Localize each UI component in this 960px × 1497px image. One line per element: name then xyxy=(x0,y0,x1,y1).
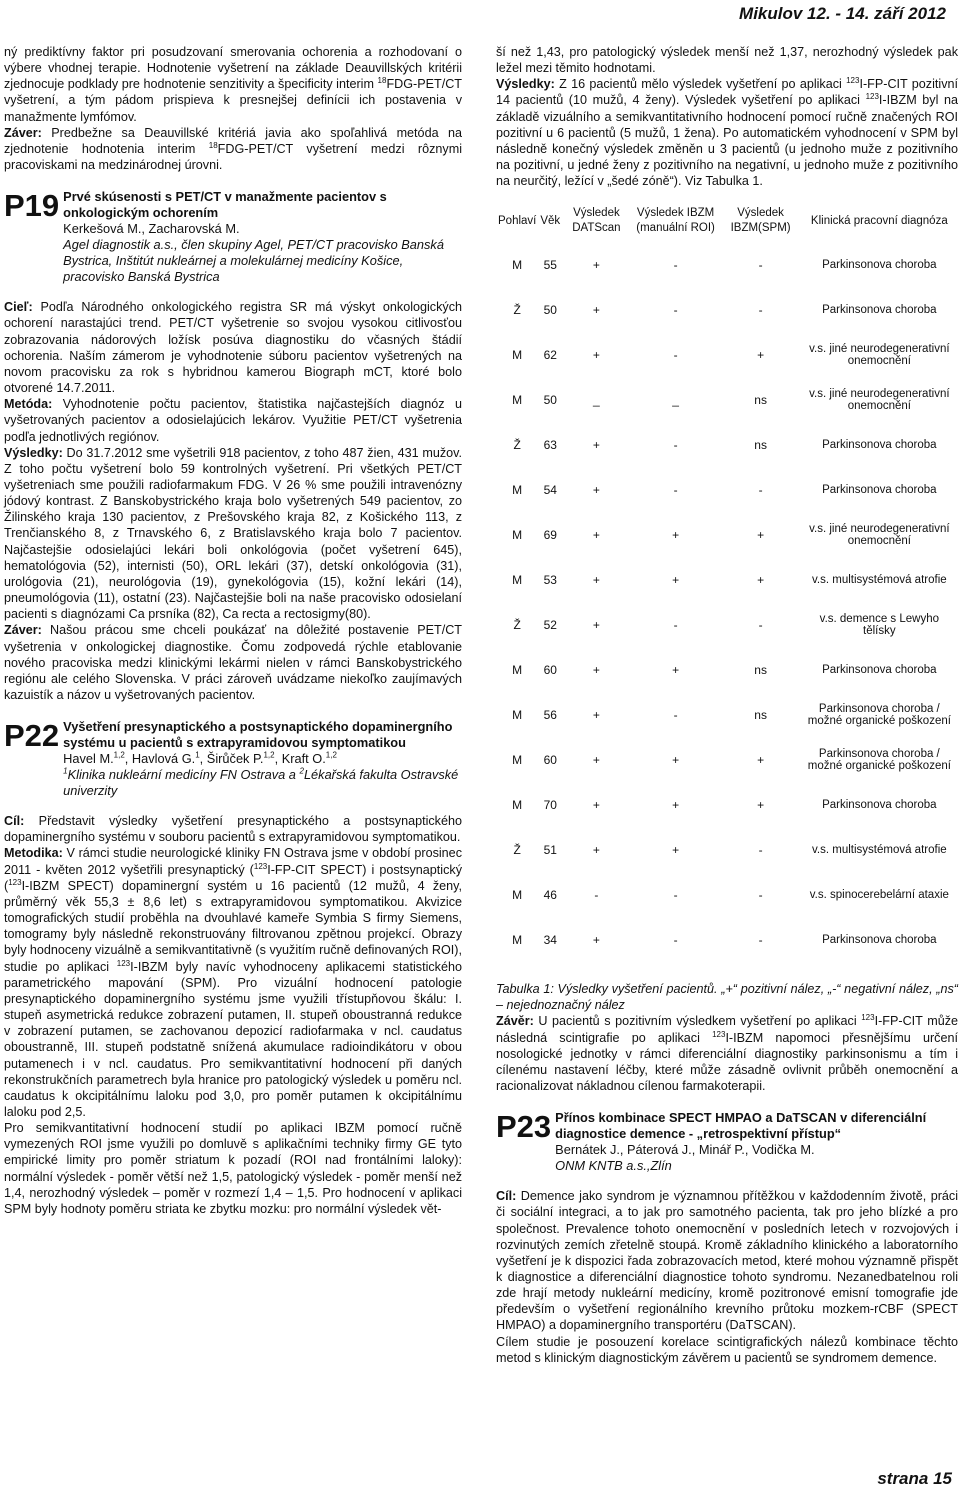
section-number: P23 xyxy=(496,1109,552,1145)
table-row xyxy=(496,558,958,603)
table-cell: _ xyxy=(672,393,679,408)
zaver-paragraph: Záver: Predbežne sa Deauvillské kritériá javia ako spoľahlivá metóda na zjednotenie hodnotenia interim $^{18}$FDG-PET/CT vyšetrení medzi rôznymi pracoviskami na medzinárodnej úrovni. xyxy=(4,125,462,173)
table-cell: - xyxy=(673,933,678,948)
table-cell: ns xyxy=(754,663,767,678)
column-header: Pohlaví xyxy=(498,214,537,227)
table-row xyxy=(496,918,958,963)
table-cell: Parkinsonova choroba xyxy=(822,799,937,812)
table-cell: + xyxy=(672,528,680,543)
table-cell: 46 xyxy=(543,888,557,903)
table-cell: + xyxy=(592,753,600,768)
semi-paragraph: Pro semikvantitativní hodnocení studií po aplikaci IBZM pomocí ručně vymezených ROI jsme využili po domluvě s aplikačními techniky firmy GE tyto empirické limity pro poměr striatum k pozadí (ROI nad frontálními laloky): normální výsledek - poměr větší než 1,5, patologický výsledek - poměr menší než 1,4, nerozhodný výsledek – poměr v rozmezí 1,4 – 1,5. Pro hodnocení v aplikaci SPM byly hodnoty poměru striata ke zbytku mozku: pro normální výsledek vět- xyxy=(4,1121,462,1216)
intro-paragraph: ný prediktívny faktor pri posudzovaní smerovania ochorenia a rozhodovaní o výbere vhodnej terapie. Hodnotenie vyšetrení na základe Deauvillských kritérii zjednocuje podklady pre hodnotenie senzitivity a špecificity interim $^{18}$FDG-PET/CT vyšetrení, a tým pádom prispieva k presnejšej definícii ich postavenia v manažmente lymfómov. xyxy=(4,45,462,124)
table-cell: Parkinsonova choroba xyxy=(822,664,937,677)
table-cell: ns xyxy=(754,393,767,408)
column-header: Klinická pracovní diagnóza xyxy=(810,214,948,227)
table-cell: + xyxy=(672,753,680,768)
table-cell: Ž xyxy=(513,303,521,318)
table-cell: + xyxy=(592,483,600,498)
table-cell: 51 xyxy=(543,843,557,858)
table-row xyxy=(496,783,958,828)
table-cell: + xyxy=(592,528,600,543)
table-cell: M xyxy=(512,528,523,543)
table-cell: + xyxy=(592,438,600,453)
section-number: P19 xyxy=(4,188,60,224)
left-column xyxy=(4,44,462,1217)
table-cell: 50 xyxy=(543,393,557,408)
table-row xyxy=(496,738,958,783)
table-cell: - xyxy=(758,258,763,273)
table-cell: 60 xyxy=(543,663,557,678)
table-cell: + xyxy=(672,573,680,588)
table-cell: - xyxy=(673,303,678,318)
table-cell: 34 xyxy=(543,933,557,948)
table-cell: M xyxy=(512,798,523,813)
column-header: Věk xyxy=(540,214,561,227)
table-cell: ns xyxy=(754,708,767,723)
table-cell: Parkinsonova choroba xyxy=(822,934,937,947)
section-authors: Bernátek J., Páterová J., Minář P., Vodička M. xyxy=(555,1142,815,1158)
table-cell: M xyxy=(512,483,523,498)
table-cell: 60 xyxy=(543,753,557,768)
table-cell: - xyxy=(673,888,678,903)
table-caption: Tabulka 1: Výsledky vyšetření pacientů. „+“ pozitivní nález, „-“ negativní nález, „ns“ – nejednoznačný nález xyxy=(496,982,958,1013)
table-row xyxy=(496,333,958,378)
table-cell: + xyxy=(757,528,765,543)
table-cell: - xyxy=(673,348,678,363)
cil2-paragraph: Cílem studie je posouzení korelace scintigrafických nálezů kombinace těchto metod s klinickým diagnostickým závěrem u pacientů se syndromem demence. xyxy=(496,1334,958,1365)
table-cell: M xyxy=(512,663,523,678)
metodika-paragraph: Metodika: V rámci studie neurologické kliniky FN Ostrava jsme v období prosinec 2011 - květen 2012 vyšetřili presynaptický ($^{123}$I-FP-CIT SPECT) i postsynaptický ($^{123}$I-IBZM SPECT) dopaminergní systém u 16 pacientů (12 mužů, 4 ženy, průměrný věk 55,3 ± 8,6 let) s extrapyramidovou symptomatikou. Akvizice tomografických studií proběhla na dvouhlavé kameře Symbia S firmy Siemens, tomogramy byly následně rekonstruovány filtrovanou zpětnou projekcí. Obrazy byly hodnoceny vizuálně a semikvantitativně (s využitím ručně definovaných ROI), studie po aplikaci $^{123}$I-IBZM byly navíc vyhodnoceny aplikacemi statistického parametrického mapování (SPM). Pro vizuální hodnocení patologie presynaptického dopaminergního systému jsme využili třístupňovou škálu: I. stupeň asymetrická redukce zobrazení putamen, II. stupeň oboustranná redukce v zobrazení putamen, se zachovanou depozicí radiofarmaka v ncl. caudatus oboustranně, III. stupeň podstatně snížená akumulace radioindikátoru v obou putamenech i v ncl. caudatus. Pro semikvantitativní hodnocení při daných rekonstrukčních parametrech byla hranice pro patologický výsledek u poměru ncl. caudatus k okcipitálnímu laloku pod 3,0, pro poměr putamen k okcipitálnímu laloku pod 2,5. xyxy=(4,846,462,1119)
header-title: Mikulov 12. - 14. září 2012 xyxy=(739,4,946,23)
section-title: Prvé skúsenosti s PET/CT v manažmente pacientov s onkologickým ochorením xyxy=(63,189,387,221)
table-cell: Ž xyxy=(513,438,521,453)
table-cell: M xyxy=(512,573,523,588)
table-cell: + xyxy=(592,618,600,633)
column-header: Výsledek IBZM(SPM) xyxy=(730,207,791,235)
table-cell: + xyxy=(757,798,765,813)
table-cell: 70 xyxy=(543,798,557,813)
table-row xyxy=(496,378,958,423)
section-p22 xyxy=(4,719,462,799)
table-cell: - xyxy=(758,483,763,498)
table-cell: - xyxy=(594,888,599,903)
table-cell: v.s. spinocerebelární ataxie xyxy=(809,889,949,902)
table-row xyxy=(496,693,958,738)
vysledky-paragraph: Výsledky: Z 16 pacientů mělo výsledek vyšetření po aplikaci $^{123}$I-FP-CIT pozitivní 14 pacientů (10 mužů, 4 ženy). Výsledek vyšetření po aplikaci $^{123}$I-IBZM byl na základě vizuálního a semikvantitativního hodnocení pomocí ručně značených ROI pozitivní u 6 pacientů (5 mužů, 1 žena). Po automatickém vyhodnocení v SPM byl následně konečný výsledek změněn u 3 pacientů (u jednoho muže z pozitivního na pozitivní, u jedné ženy z pozitivního na negativní, u jednoho muže z pozitivního na neurčitý, ležící v „šedé zóně“). Viz Tabulka 1. xyxy=(496,76,958,189)
table-cell: + xyxy=(592,348,600,363)
table-row xyxy=(496,513,958,558)
table-row xyxy=(496,423,958,468)
column-header: Výsledek IBZM (manuální ROI) xyxy=(636,207,715,235)
section-affiliation: Agel diagnostik a.s., člen skupiny Agel, PET/CT pracovisko Banská Bystrica, Inštitút nukleárnej a molekulárnej medicíny Košice, pracovisko Banská Bystrica xyxy=(63,237,444,285)
table-cell: M xyxy=(512,393,523,408)
table-cell: + xyxy=(592,303,600,318)
table-cell: 53 xyxy=(543,573,557,588)
section-affiliation: ONM KNTB a.s.,Zlín xyxy=(555,1158,672,1174)
table-cell: + xyxy=(757,573,765,588)
table-cell: v.s. jiné neurodegenerativní onemocnění xyxy=(809,343,950,367)
table-cell: 56 xyxy=(543,708,557,723)
table-cell: + xyxy=(757,348,765,363)
table-cell: + xyxy=(592,573,600,588)
table-cell: - xyxy=(673,618,678,633)
column-header: Výsledek DATScan xyxy=(572,207,621,235)
section-affiliation: $^1$Klinika nukleární medicíny FN Ostrava a $^2$Lékařská fakulta Ostravské univerzity xyxy=(63,766,459,799)
table-cell: Ž xyxy=(513,843,521,858)
table-cell: M xyxy=(512,708,523,723)
table-row xyxy=(496,603,958,648)
table-cell: - xyxy=(758,888,763,903)
table-cell: v.s. multisystémová atrofie xyxy=(812,574,947,587)
section-authors: Havel M.$^{1,2}$, Havlová G.$^1$, Širůček P.$^{1,2}$, Kraft O.$^{1,2}$ xyxy=(63,750,337,767)
table-cell: - xyxy=(758,618,763,633)
table-cell: 52 xyxy=(543,618,557,633)
table-cell: M xyxy=(512,888,523,903)
table-cell: + xyxy=(592,933,600,948)
continued-paragraph: ší než 1,43, pro patologický výsledek menší než 1,37, nerozhodný výsledek pak ležel mezi těmito hodnotami. xyxy=(496,45,958,76)
table-cell: + xyxy=(592,663,600,678)
section-title: Vyšetření presynaptického a postsynaptického dopaminergního systému u pacientů s extrapyramidovou symptomatikou xyxy=(63,719,453,751)
table-cell: + xyxy=(757,753,765,768)
table-cell: + xyxy=(592,258,600,273)
table-cell: - xyxy=(673,708,678,723)
table-cell: Ž xyxy=(513,618,521,633)
table-cell: 62 xyxy=(543,348,557,363)
table-cell: - xyxy=(758,303,763,318)
cil-paragraph: Cíl: Demence jako syndrom je významnou přítěžkou v každodenním životě, práci či sociální integraci, a to jak pro samotného pacienta, tak pro jeho blízké a pro společnost. Prevalence tohoto onemocnění v posledních letech v rozvojových i rozvinutých zemích zřetelně stoupá. Kromě základního klinického a laboratorního vyšetření je k dispozici řada zobrazovacích metod, které mohou významně přispět k diagnostice a diferenciální diagnostice tohoto syndromu. Nezanedbatelnou roli zde hrají metody nukleární medicíny, kromě pozitronové emisní tomografie jde především o vyšetření regionálního krevního průtoku mozkem-rCBF (SPECT HMPAO) a dopaminergního transportéru (DaTSCAN). xyxy=(496,1189,958,1333)
table-cell: 69 xyxy=(543,528,557,543)
table-cell: ns xyxy=(754,438,767,453)
table-cell: + xyxy=(672,798,680,813)
zaver2-paragraph: Záver: Našou prácou sme chceli poukázať na dôležité postavenie PET/CT vyšetrenia v onkologickej diagnostike. Čomu zodpovedá rýchle etablovanie nového pracoviska medzi klinickými lekármi nielen v rámci Banskobystrického regiónu ale celého Slovenska. V práci zároveň uvádzame niekoľko zaujímavých kazuistík a názov u vyšetrovaných pacientov. xyxy=(4,623,462,702)
table-cell: Parkinsonova choroba xyxy=(822,259,937,272)
table-row xyxy=(496,828,958,873)
table-cell: + xyxy=(592,843,600,858)
table-cell: M xyxy=(512,753,523,768)
table-row xyxy=(496,648,958,693)
table-row xyxy=(496,873,958,918)
table-cell: M xyxy=(512,258,523,273)
section-p23 xyxy=(496,1110,958,1174)
table-cell: + xyxy=(672,843,680,858)
table-row xyxy=(496,288,958,333)
table-cell: + xyxy=(592,798,600,813)
table-cell: - xyxy=(673,258,678,273)
metoda-paragraph: Metóda: Vyhodnotenie počtu pacientov, štatistika najčastejších diagnóz u vyšetrovaných pacientov a odosielajúcich lekárov. Využitie PET/CT vyšetrenia podľa jednotlivých regiónov. xyxy=(4,397,462,444)
table-cell: Parkinsonova choroba xyxy=(822,439,937,452)
page-number: strana 15 xyxy=(877,1469,952,1488)
section-title: Přínos kombinace SPECT HMPAO a DaTSCAN v diferenciální diagnostice demence - „retrospektivní přístup“ xyxy=(555,1110,927,1142)
table-cell: - xyxy=(673,438,678,453)
section-authors: Kerkešová M., Zacharovská M. xyxy=(63,221,240,237)
table-cell: Parkinsonova choroba / možné organické poškození xyxy=(807,748,951,772)
table-cell: _ xyxy=(593,393,600,408)
table-cell: Parkinsonova choroba xyxy=(822,484,937,497)
ciel-paragraph: Cieľ: Podľa Národného onkologického registra SR má výskyt onkologických ochorení narastajúci trend. PET/CT vyšetrenie so svojou vysokou citlivosťou zobrazovania nádorových ložísk posúva diagnostiku do včasných štádií ochorenia. Naším zámerom je vyhodnotenie súboru pacientov vyšetrených na novom pracovisku za rok s hybridnou kamerou Biograph mCT, ktoré bolo otvorené 14.7.2011. xyxy=(4,300,462,396)
table-cell: v.s. jiné neurodegenerativní onemocnění xyxy=(809,523,950,547)
table-cell: - xyxy=(758,933,763,948)
table-row xyxy=(496,468,958,513)
table-cell: v.s. jiné neurodegenerativní onemocnění xyxy=(809,388,950,412)
table-header-row xyxy=(496,199,958,243)
table-cell: v.s. demence s Lewyho tělísky xyxy=(819,613,939,637)
table-cell: 63 xyxy=(543,438,557,453)
cil-paragraph: Cíl: Představit výsledky vyšetření presynaptického a postsynaptického dopaminergního systému v souboru pacientů s extrapyramidovou symptomatikou. xyxy=(4,814,462,845)
table-cell: Parkinsonova choroba / možné organické poškození xyxy=(807,703,951,727)
table-cell: 54 xyxy=(543,483,557,498)
table-cell: + xyxy=(592,708,600,723)
section-p19 xyxy=(4,189,462,285)
section-number: P22 xyxy=(4,718,60,754)
right-column xyxy=(496,44,958,1366)
vysledky-paragraph: Výsledky: Do 31.7.2012 sme vyšetrili 918 pacientov, z toho 487 žien, 431 mužov. Z toho počtu vyšetrení bolo 59 kontrolných vyšetrení. Pri všetkých PET/CT vyšetreniach sme použili radiofarmakum FDG. V 26 % sme použili intravenózny jódový kontrast. Z Banskobystrického kraja bolo vyšetrených 549 pacientov, zo Žilinského kraja 130 pacientov, z Prešovského kraja 82, z Košického 113, z Trenčianského 8, z Trnavského 6, z Bratislavského kraja bolo 7 pacientov. Najčastejšie odosielajúci lekári boli onkológovia (počet vyšetrení 645), hematológovia (52), internisti (50), ORL lekári (37), detskí onkológovia (31), urológovia (21), neurológovia (19), gynekológovia (15), kožní lekári (14), pneumológovia (11), ostatní (23). Najčastejšie boli na naše pracovisko odosielaní pacienti s diagnózami Ca prsníka (82), Ca recta a rectosigmy(80). xyxy=(4,445,462,622)
table-cell: - xyxy=(673,483,678,498)
table-row xyxy=(496,243,958,288)
results-table xyxy=(496,199,958,963)
table-cell: M xyxy=(512,933,523,948)
table-cell: + xyxy=(672,663,680,678)
table-cell: 55 xyxy=(543,258,557,273)
table-cell: M xyxy=(512,348,523,363)
zaver-paragraph: Závěr: U pacientů s pozitivním výsledkem vyšetření po aplikaci $^{123}$I-FP-CIT může následná scintigrafie po aplikaci $^{123}$I-IBZM napomoci přesnějšímu určení nosologické jednotky v rámci diferenciální diagnostiky parkinsonismu a tím i cílenému nastavení léčby, které může zásadně ovlivnit průběh onemocnění a racionalizovat nákladnou cílenou farmakoterapii. xyxy=(496,1013,958,1094)
table-cell: - xyxy=(758,843,763,858)
table-cell: 50 xyxy=(543,303,557,318)
table-cell: Parkinsonova choroba xyxy=(822,304,937,317)
table-cell: v.s. multisystémová atrofie xyxy=(812,844,947,857)
